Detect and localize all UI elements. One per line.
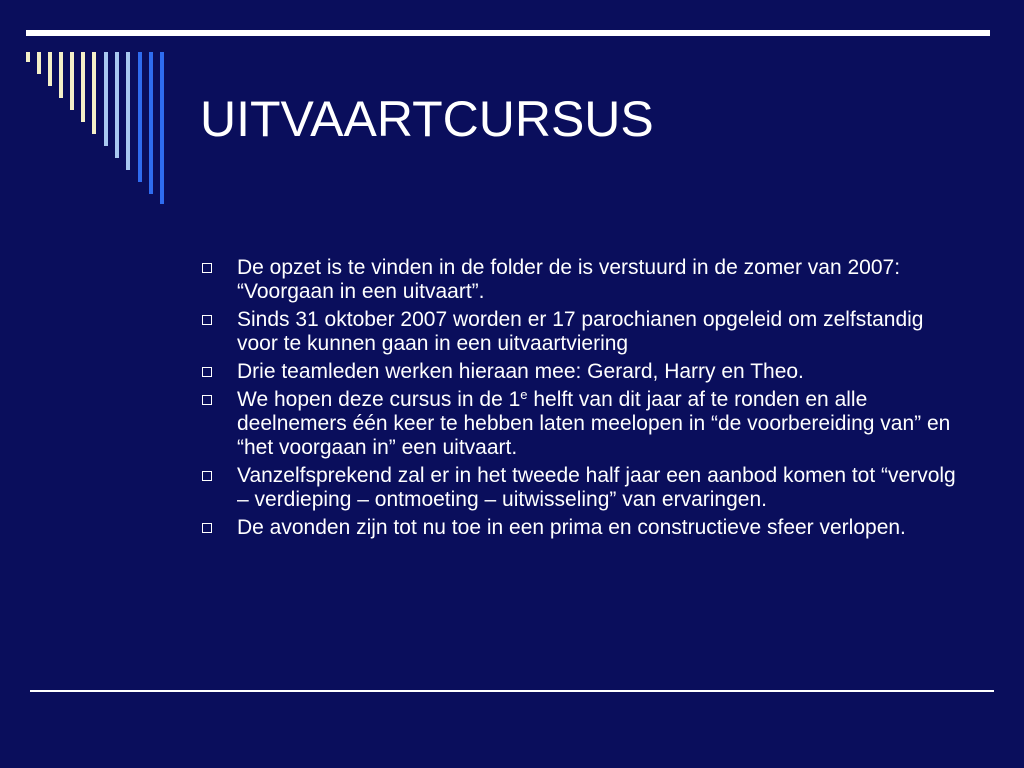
stripe-1 <box>26 52 30 62</box>
bullet-text-part: helft van dit jaar af te ronden en alle deelnemers één keer te hebben laten meelopen in “de voorbereiding van” en “het voorgaan in” een uitvaart. <box>237 388 951 459</box>
bullet-text: De avonden zijn tot nu toe in een prima en constructieve sfeer verlopen. <box>237 516 906 539</box>
stripe-11 <box>138 52 142 182</box>
stripe-2 <box>37 52 41 74</box>
bottom-divider-line <box>30 690 994 692</box>
bullet-item <box>200 360 970 384</box>
bullet-item <box>200 308 970 356</box>
stripe-13 <box>160 52 164 204</box>
hollow-square-icon <box>202 523 212 533</box>
bullet-text-part: We hopen deze cursus in de 1 <box>237 388 521 411</box>
hollow-square-icon <box>202 471 212 481</box>
decorative-stripes <box>0 0 200 220</box>
stripe-12 <box>149 52 153 194</box>
bullet-list <box>200 256 970 544</box>
bullet-item <box>200 464 970 512</box>
bullet-text: Vanzelfsprekend zal er in het tweede half jaar een aanbod komen tot “vervolg – verdieping – ontmoeting – uitwisseling” van ervaringen. <box>237 464 956 511</box>
stripe-10 <box>126 52 130 170</box>
bullet-item <box>200 388 970 460</box>
stripe-8 <box>104 52 108 146</box>
slide-title: UITVAARTCURSUS <box>200 91 654 147</box>
hollow-square-icon <box>202 263 212 273</box>
ordinal-superscript: e <box>520 387 528 402</box>
bullet-text <box>237 388 950 459</box>
stripe-9 <box>115 52 119 158</box>
stripe-4 <box>59 52 63 98</box>
stripe-6 <box>81 52 85 122</box>
bullet-text: De opzet is te vinden in de folder de is verstuurd in de zomer van 2007: “Voorgaan in een uitvaart”. <box>237 256 901 303</box>
bullet-item <box>200 256 970 304</box>
hollow-square-icon <box>202 315 212 325</box>
stripe-3 <box>48 52 52 86</box>
bullet-text: Drie teamleden werken hieraan mee: Gerard, Harry en Theo. <box>237 360 804 383</box>
hollow-square-icon <box>202 395 212 405</box>
bullet-text: Sinds 31 oktober 2007 worden er 17 parochianen opgeleid om zelfstandig voor te kunnen gaan in een uitvaartviering <box>237 308 924 355</box>
hollow-square-icon <box>202 367 212 377</box>
stripe-7 <box>92 52 96 134</box>
stripe-5 <box>70 52 74 110</box>
bullet-item <box>200 516 970 540</box>
